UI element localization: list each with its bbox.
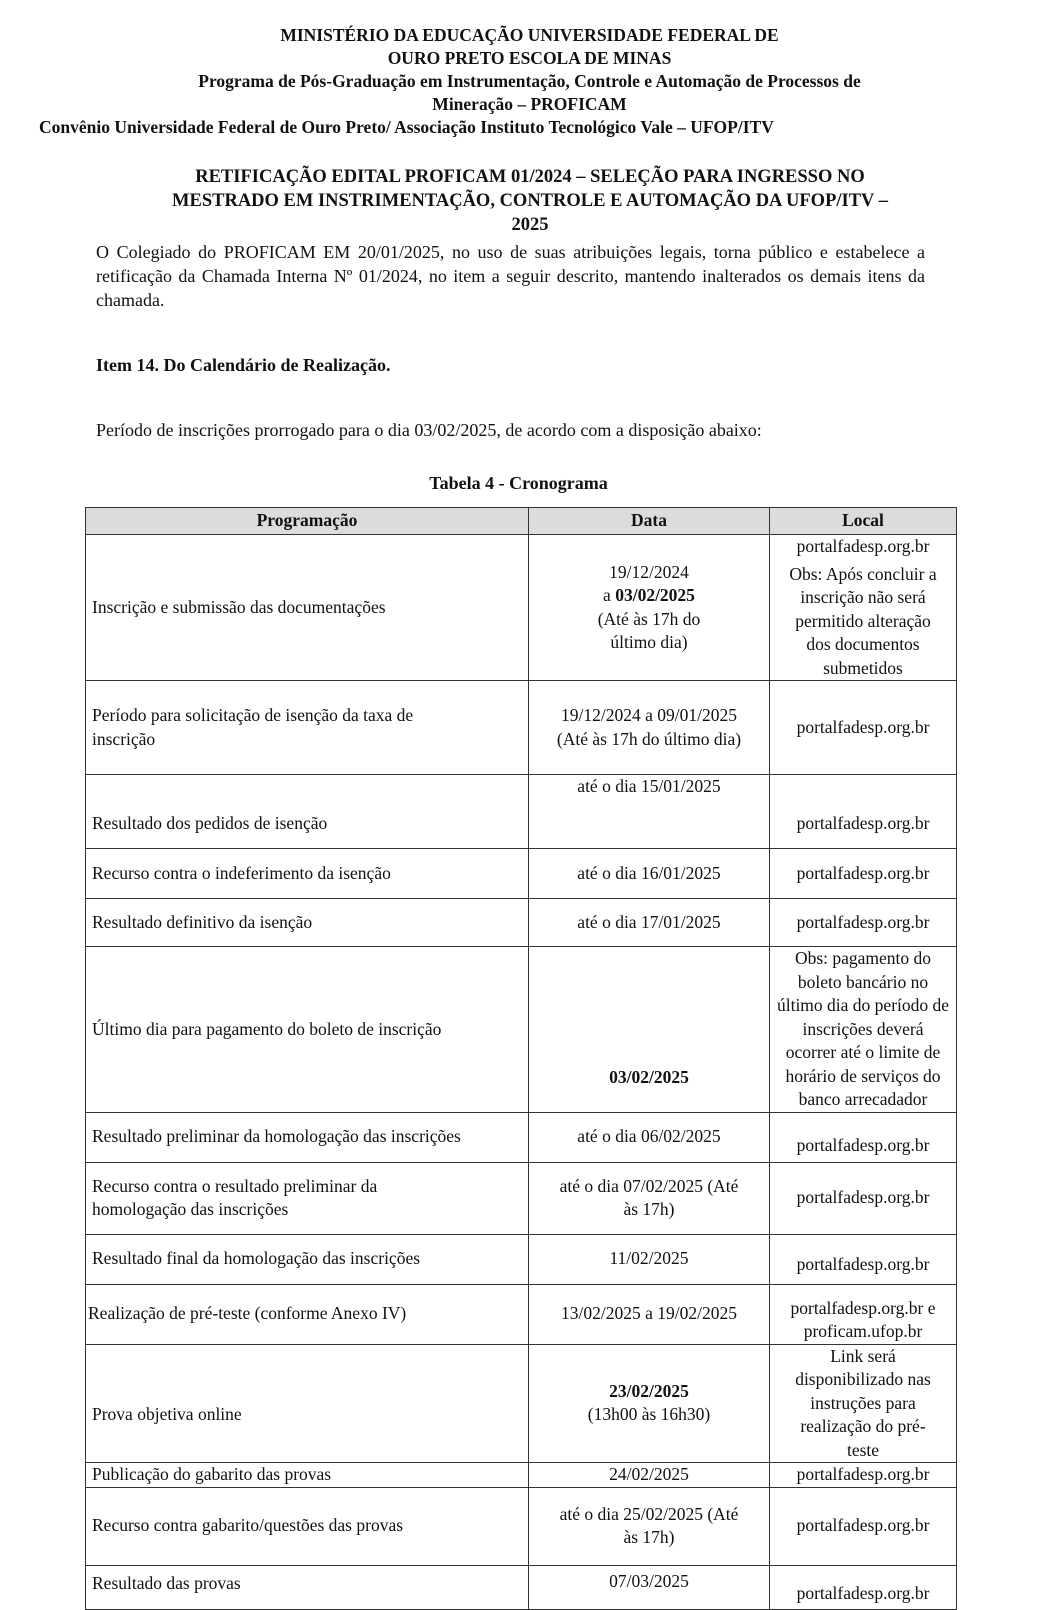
cell-programacao: Recurso contra o indeferimento da isenção (86, 849, 529, 899)
cell-local: portalfadesp.org.br e proficam.ufop.br (770, 1284, 957, 1344)
cell-data: até o dia 25/02/2025 (Até às 17h) (529, 1487, 770, 1565)
cell-programacao: Resultado definitivo da isenção (86, 899, 529, 947)
cell-local: portalfadesp.org.br (770, 681, 957, 775)
cell-data: até o dia 06/02/2025 (529, 1112, 770, 1162)
table-header-row (86, 508, 957, 535)
cell-local: Obs: pagamento do boleto bancário no último dia do período de inscrições deverá ocorrer até o limite de horário de serviços do banco arrecadador (770, 947, 957, 1113)
table-row (86, 1565, 957, 1609)
cell-local: portalfadesp.org.br (770, 1112, 957, 1162)
date-text: (Até às 17h do (597, 608, 701, 629)
header-line: Mineração – PROFICAM (432, 94, 627, 114)
document-title (100, 165, 960, 237)
date-bold: 23/02/2025 (609, 1380, 689, 1401)
cell-local (770, 535, 957, 681)
cell-data (529, 1344, 770, 1463)
cell-local: portalfadesp.org.br (770, 775, 957, 849)
title-line: RETIFICAÇÃO EDITAL PROFICAM 01/2024 – SELEÇÃO PARA INGRESSO NO (195, 167, 865, 187)
cell-local: portalfadesp.org.br (770, 1463, 957, 1488)
cell-programacao: Resultado preliminar da homologação das inscrições (86, 1112, 529, 1162)
date-bold: 03/02/2025 (615, 585, 695, 605)
cell-local: portalfadesp.org.br (770, 1234, 957, 1284)
column-header: Data (529, 508, 770, 535)
table-row (86, 1463, 957, 1488)
cell-data: até o dia 15/01/2025 (529, 775, 770, 849)
header-line: Convênio Universidade Federal de Ouro Preto/ Associação Instituto Tecnológico Vale – UFOP/ITV (39, 117, 774, 137)
table-caption: Tabela 4 - Cronograma (429, 473, 608, 493)
cell-data: 11/02/2025 (529, 1234, 770, 1284)
date-text: último dia) (610, 632, 688, 652)
cell-local: portalfadesp.org.br (770, 1565, 957, 1609)
cell-data: 07/03/2025 (529, 1565, 770, 1609)
table-row (86, 1344, 957, 1463)
cell-data: 19/12/2024 a 09/01/2025 (Até às 17h do último dia) (529, 681, 770, 775)
cell-data: até o dia 17/01/2025 (529, 899, 770, 947)
intro-paragraph: O Colegiado do PROFICAM EM 20/01/2025, no uso de suas atribuições legais, torna público e estabelece a retificação da Chamada Interna Nº 01/2024, no item a seguir descrito, mantendo inalterados os demais itens da chamada. (96, 242, 925, 310)
table-row (86, 849, 957, 899)
table-row (86, 1284, 957, 1344)
header-line: MINISTÉRIO DA EDUCAÇÃO UNIVERSIDADE FEDERAL DE (280, 25, 779, 45)
cell-data: 13/02/2025 a 19/02/2025 (529, 1284, 770, 1344)
title-line: MESTRADO EM INSTRIMENTAÇÃO, CONTROLE E AUTOMAÇÃO DA UFOP/ITV – (172, 191, 888, 211)
table-row (86, 775, 957, 849)
title-line: 2025 (511, 215, 549, 235)
cell-data (529, 535, 770, 681)
cell-programacao: Período para solicitação de isenção da taxa de inscrição (86, 681, 529, 775)
date-text (535, 584, 763, 608)
cell-programacao: Último dia para pagamento do boleto de inscrição (86, 947, 529, 1113)
cell-data: até o dia 16/01/2025 (529, 849, 770, 899)
cell-data: 03/02/2025 (529, 947, 770, 1113)
header-line: OURO PRETO ESCOLA DE MINAS (387, 48, 672, 68)
column-header: Local (770, 508, 957, 535)
column-header: Programação (86, 508, 529, 535)
header-line: Programa de Pós-Graduação em Instrumentação, Controle e Automação de Processos de (198, 71, 861, 91)
cell-data: até o dia 07/02/2025 (Até às 17h) (529, 1162, 770, 1234)
cell-local: portalfadesp.org.br (770, 849, 957, 899)
table-row (86, 535, 957, 681)
cell-programacao: Recurso contra gabarito/questões das provas (86, 1487, 529, 1565)
table-row (86, 1234, 957, 1284)
local-note: Obs: Após concluir a inscrição não será permitido alteração dos documentos submetidos (789, 563, 937, 678)
cell-programacao: Resultado das provas (86, 1565, 529, 1609)
cell-programacao: Publicação do gabarito das provas (86, 1463, 529, 1488)
cell-local: portalfadesp.org.br (770, 899, 957, 947)
schedule-table (85, 507, 957, 1610)
item-heading: Item 14. Do Calendário de Realização. (96, 355, 391, 375)
cell-programacao: Inscrição e submissão das documentações (86, 535, 529, 681)
table-row (86, 899, 957, 947)
cell-programacao: Recurso contra o resultado preliminar da homologação das inscrições (86, 1162, 529, 1234)
date-text: (13h00 às 16h30) (587, 1404, 711, 1425)
document-header (0, 24, 1059, 139)
cell-local: portalfadesp.org.br (770, 1487, 957, 1565)
cell-programacao: Resultado dos pedidos de isenção (86, 775, 529, 849)
date-prefix: a (603, 585, 616, 605)
cell-programacao: Prova objetiva online (86, 1344, 529, 1463)
table-row (86, 1112, 957, 1162)
table-row (86, 947, 957, 1113)
cell-local: portalfadesp.org.br (770, 1162, 957, 1234)
date-text: 19/12/2024 (609, 561, 689, 582)
local-link: portalfadesp.org.br (796, 536, 930, 556)
cell-local: Link será disponibilizado nas instruções para realização do pré- teste (770, 1344, 957, 1463)
table-row (86, 681, 957, 775)
cell-programacao: Resultado final da homologação das inscrições (86, 1234, 529, 1284)
cell-data: 24/02/2025 (529, 1463, 770, 1488)
period-paragraph: Período de inscrições prorrogado para o dia 03/02/2025, de acordo com a disposição abaixo: (96, 420, 762, 440)
table-row (86, 1162, 957, 1234)
cell-programacao: Realização de pré-teste (conforme Anexo IV) (86, 1284, 529, 1344)
